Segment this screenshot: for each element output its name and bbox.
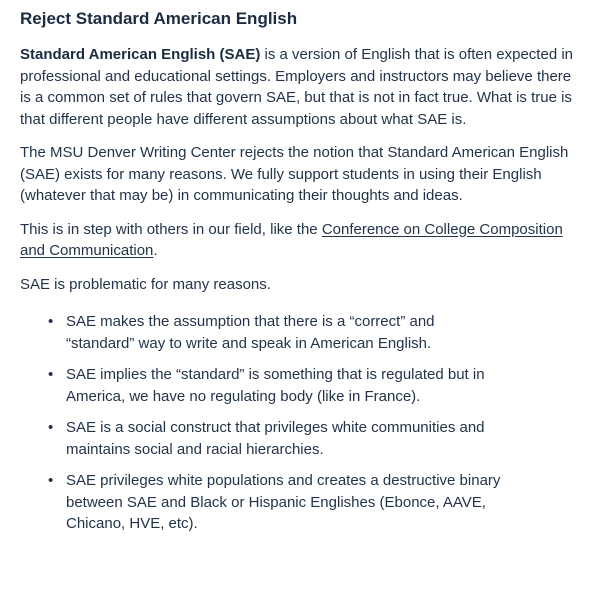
bullet-icon: • bbox=[48, 472, 54, 489]
bullet-icon: • bbox=[48, 366, 54, 383]
bullet-icon: • bbox=[48, 419, 54, 436]
sae-term: Standard American English (SAE) bbox=[20, 46, 261, 63]
reasons-list bbox=[20, 311, 586, 535]
list-item-text: SAE privileges white populations and creates a destructive binary between SAE and Black or Hispanic Englishes (Ebonce, AAVE, Chicano, HVE, etc). bbox=[66, 472, 501, 532]
list-item-text: SAE is a social construct that privileges white communities and maintains social and racial hierarchies. bbox=[66, 419, 485, 458]
problems-intro: SAE is problematic for many reasons. bbox=[20, 275, 271, 293]
list-item-text: SAE makes the assumption that there is a “correct” and “standard” way to write and speak in American English. bbox=[66, 313, 435, 352]
list-item bbox=[48, 311, 486, 354]
list-item bbox=[48, 364, 536, 407]
field-paragraph bbox=[20, 219, 586, 262]
page-title: Reject Standard American English bbox=[20, 9, 298, 28]
list-item bbox=[48, 417, 536, 460]
cccc-link[interactable]: Conference on College Composition and Communication bbox=[20, 220, 563, 259]
bullet-icon: • bbox=[48, 313, 54, 330]
field-text-before: This is in step with others in our field, like the bbox=[20, 220, 322, 238]
intro-text: is a version of English that is often expected in professional and educational settings. Employers and instructors may believe there is a common set of rules that govern SAE, but that is not in fact true. What is true is that different people have different assumptions about what SAE is. bbox=[20, 46, 574, 128]
writing-center-paragraph: The MSU Denver Writing Center rejects the notion that Standard American English (SAE) exists for many reasons. We fully support students in using their English (whatever that may be) in communicating their thoughts and ideas. bbox=[20, 144, 569, 204]
field-text-after: . bbox=[153, 242, 158, 259]
list-item-text: SAE implies the “standard” is something that is regulated but in America, we have no regulating body (like in France). bbox=[66, 366, 485, 405]
intro-paragraph bbox=[20, 44, 586, 130]
list-item bbox=[48, 470, 506, 535]
